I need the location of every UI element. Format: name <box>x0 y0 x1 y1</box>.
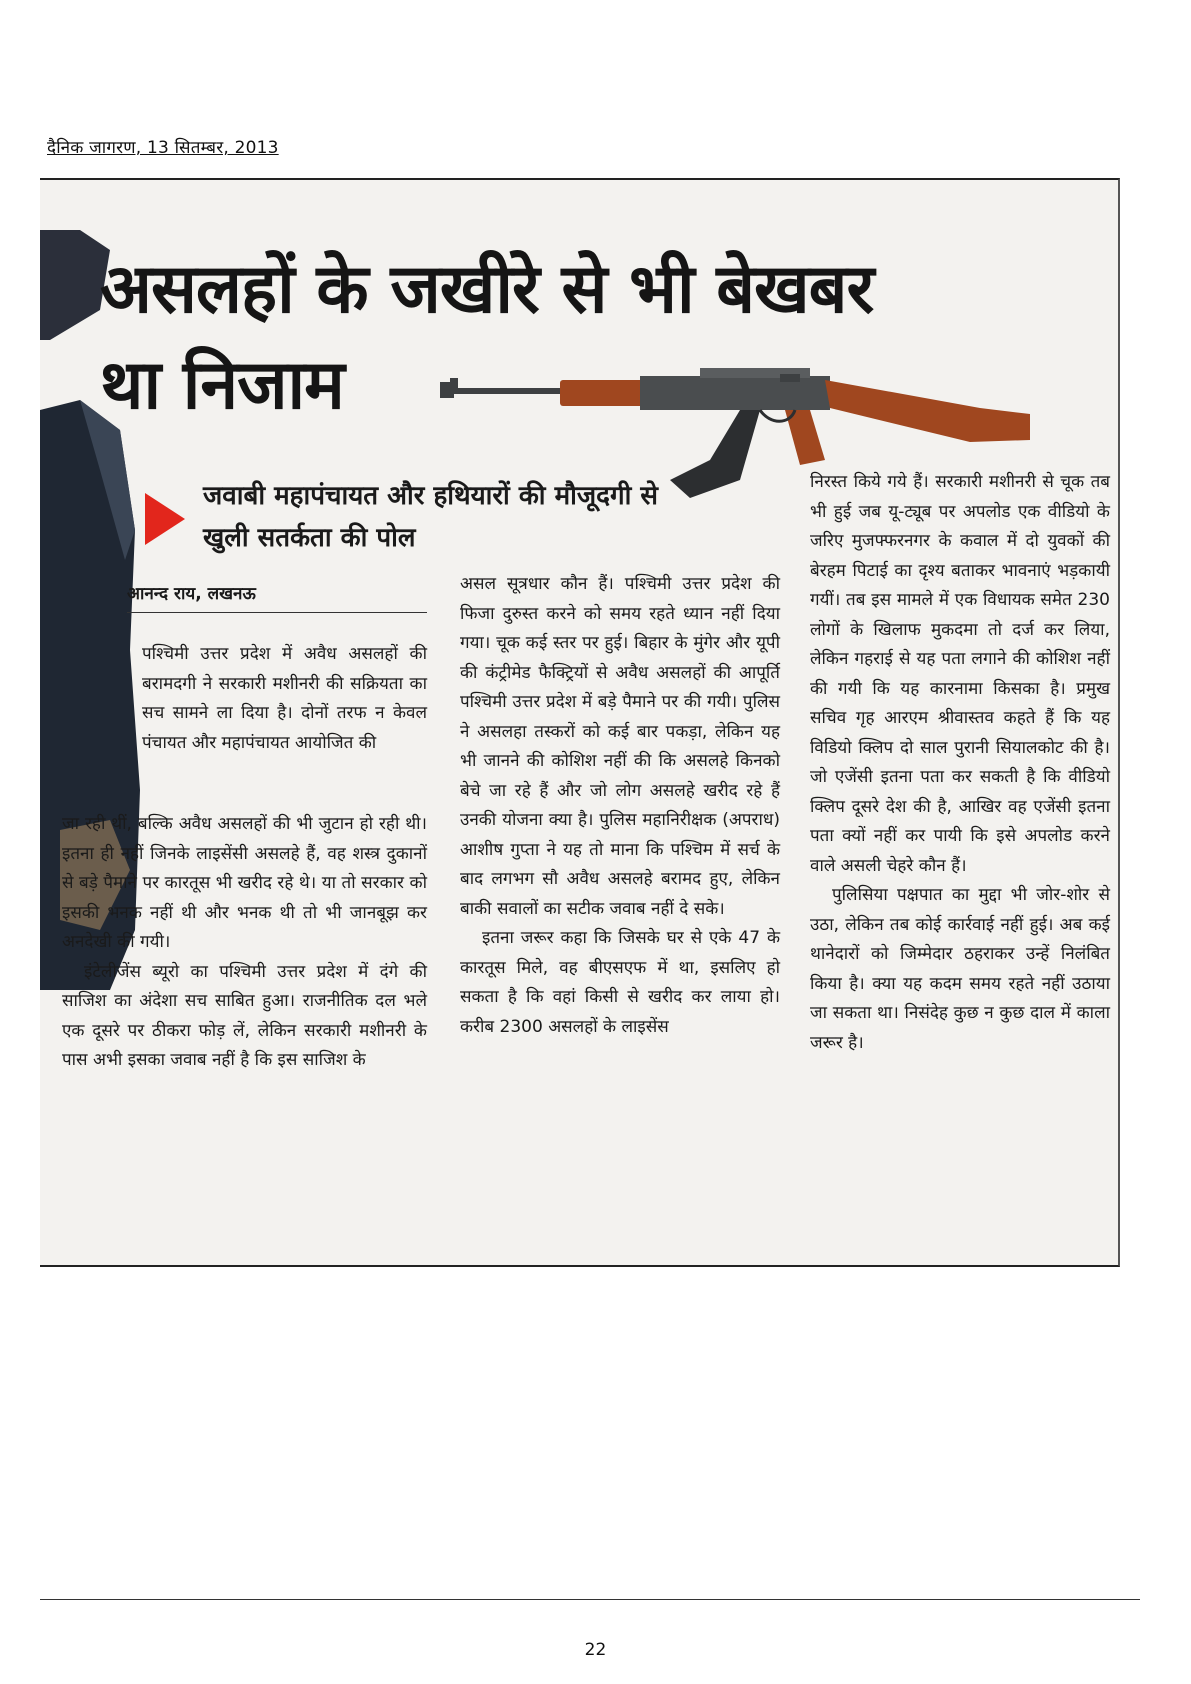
headline-line-2: था निजाम <box>100 346 344 425</box>
source-line: दैनिक जागरण, 13 सितम्बर, 2013 <box>47 138 279 158</box>
paragraph: इतना जरूर कहा कि जिसके घर से एके 47 के कारतूस मिले, वह बीएसएफ में था, इसलिए हो सकता है कि वहां किसी से खरीद कर लाया हो। करीब 2300 असलहों के लाइसेंस <box>460 928 780 1037</box>
subheadline: जवाबी महापंचायत और हथियारों की मौजूदगी से खुली सतर्कता की पोल <box>203 481 658 553</box>
paragraph: निरस्त किये गये हैं। सरकारी मशीनरी से चूक तब भी हुई जब यू-ट्यूब पर अपलोड एक वीडियो के जरिए मुजफ्फरनगर के कवाल में दो युवकों की बेरहम पिटाई का दृश्य बताकर भावनाएं भड़कायी गयीं। तब इस मामले में एक विधायक समेत 230 लोगों के खिलाफ मुकदमा तो दर्ज कर लिया, लेकिन गहराई से यह पता लगाने की कोशिश नहीं की गयी कि यह कारनामा किसका है। प्रमुख सचिव गृह आरएम श्रीवास्तव कहते हैं कि यह विडियो क्लिप दो साल पुरानी सियालकोट की है। जो एजेंसी इतना पता कर सकती है कि वीडियो क्लिप दूसरे देश की है, आखिर वह एजेंसी इतना पता क्यों नहीं कर पायी कि इसे अपलोड करने वाले असली चेहरे कौन हैं। <box>810 472 1110 876</box>
column-3 <box>810 468 1110 1058</box>
headline-line-1: असलहों के जखीरे से भी बेखबर <box>100 250 874 329</box>
subheadline-block <box>145 475 705 559</box>
newspaper-clipping <box>40 178 1120 1267</box>
page-number: 22 <box>584 1640 607 1660</box>
column-1-top <box>142 640 427 758</box>
paragraph: पुलिसिया पक्षपात का मुद्दा भी जोर-शोर से उठा, लेकिन तब कोई कार्रवाई नहीं हुई। अब कई थानेदारों को जिम्मेदार ठहराकर उन्हें निलंबित किया है। क्या यह कदम समय रहते नहीं उठाया जा सकता था। निसंदेह कुछ न कुछ दाल में काला जरूर है। <box>810 885 1110 1053</box>
paragraph: जा रही थीं, बल्कि अवैध असलहों की भी जुटान हो रही थी। इतना ही नहीं जिनके लाइसेंसी असलहे हैं, वह शस्त्र दुकानों से बड़े पैमाने पर कारतूस भी खरीद रहे थे। या तो सरकार को इसकी भनक नहीं थी और भनक थी तो भी जानबूझ कर अनदेखी की गयी। <box>62 814 427 952</box>
paragraph: पश्चिमी उत्तर प्रदेश में अवैध असलहों की बरामदगी ने सरकारी मशीनरी की सक्रियता का सच सामने ला दिया है। दोनों तरफ न केवल पंचायत और महापंचायत आयोजित की <box>142 644 427 753</box>
column-2 <box>460 570 780 1042</box>
byline: आनन्द राय, लखनऊ <box>127 581 427 613</box>
paragraph: इंटेलीजेंस ब्यूरो का पश्चिमी उत्तर प्रदेश में दंगे की साजिश का अंदेशा सच साबित हुआ। राजनीतिक दल भले एक दूसरे पर ठीकरा फोड़ लें, लेकिन सरकारी मशीनरी के पास अभी इसका जवाब नहीं है कि इस साजिश के <box>62 961 427 1070</box>
red-triangle-icon <box>145 493 185 545</box>
paragraph: असल सूत्रधार कौन हैं। पश्चिमी उत्तर प्रदेश की फिजा दुरुस्त करने को समय रहते ध्यान नहीं दिया गया। चूक कई स्तर पर हुई। बिहार के मुंगेर और यूपी की कंट्रीमेड फैक्ट्रियों से अवैध असलहों की आपूर्ति पश्चिमी उत्तर प्रदेश में बड़े पैमाने पर की गयी। पुलिस ने असलहा तस्करों को कई बार पकड़ा, लेकिन यह भी जानने की कोशिश नहीं की कि असलहे किनको बेचे जा रहे हैं और जो लोग असलहे खरीद रहे हैं उनकी योजना क्या है। पुलिस महानिरीक्षक (अपराध) आशीष गुप्ता ने यह तो माना कि पश्चिम में सर्च के बाद लगभग सौ अवैध असलहे बरामद हुए, लेकिन बाकी सवालों का सटीक जवाब नहीं दे सके। <box>460 574 780 919</box>
column-1-bottom <box>62 810 427 1076</box>
footer-divider <box>40 1599 1140 1600</box>
